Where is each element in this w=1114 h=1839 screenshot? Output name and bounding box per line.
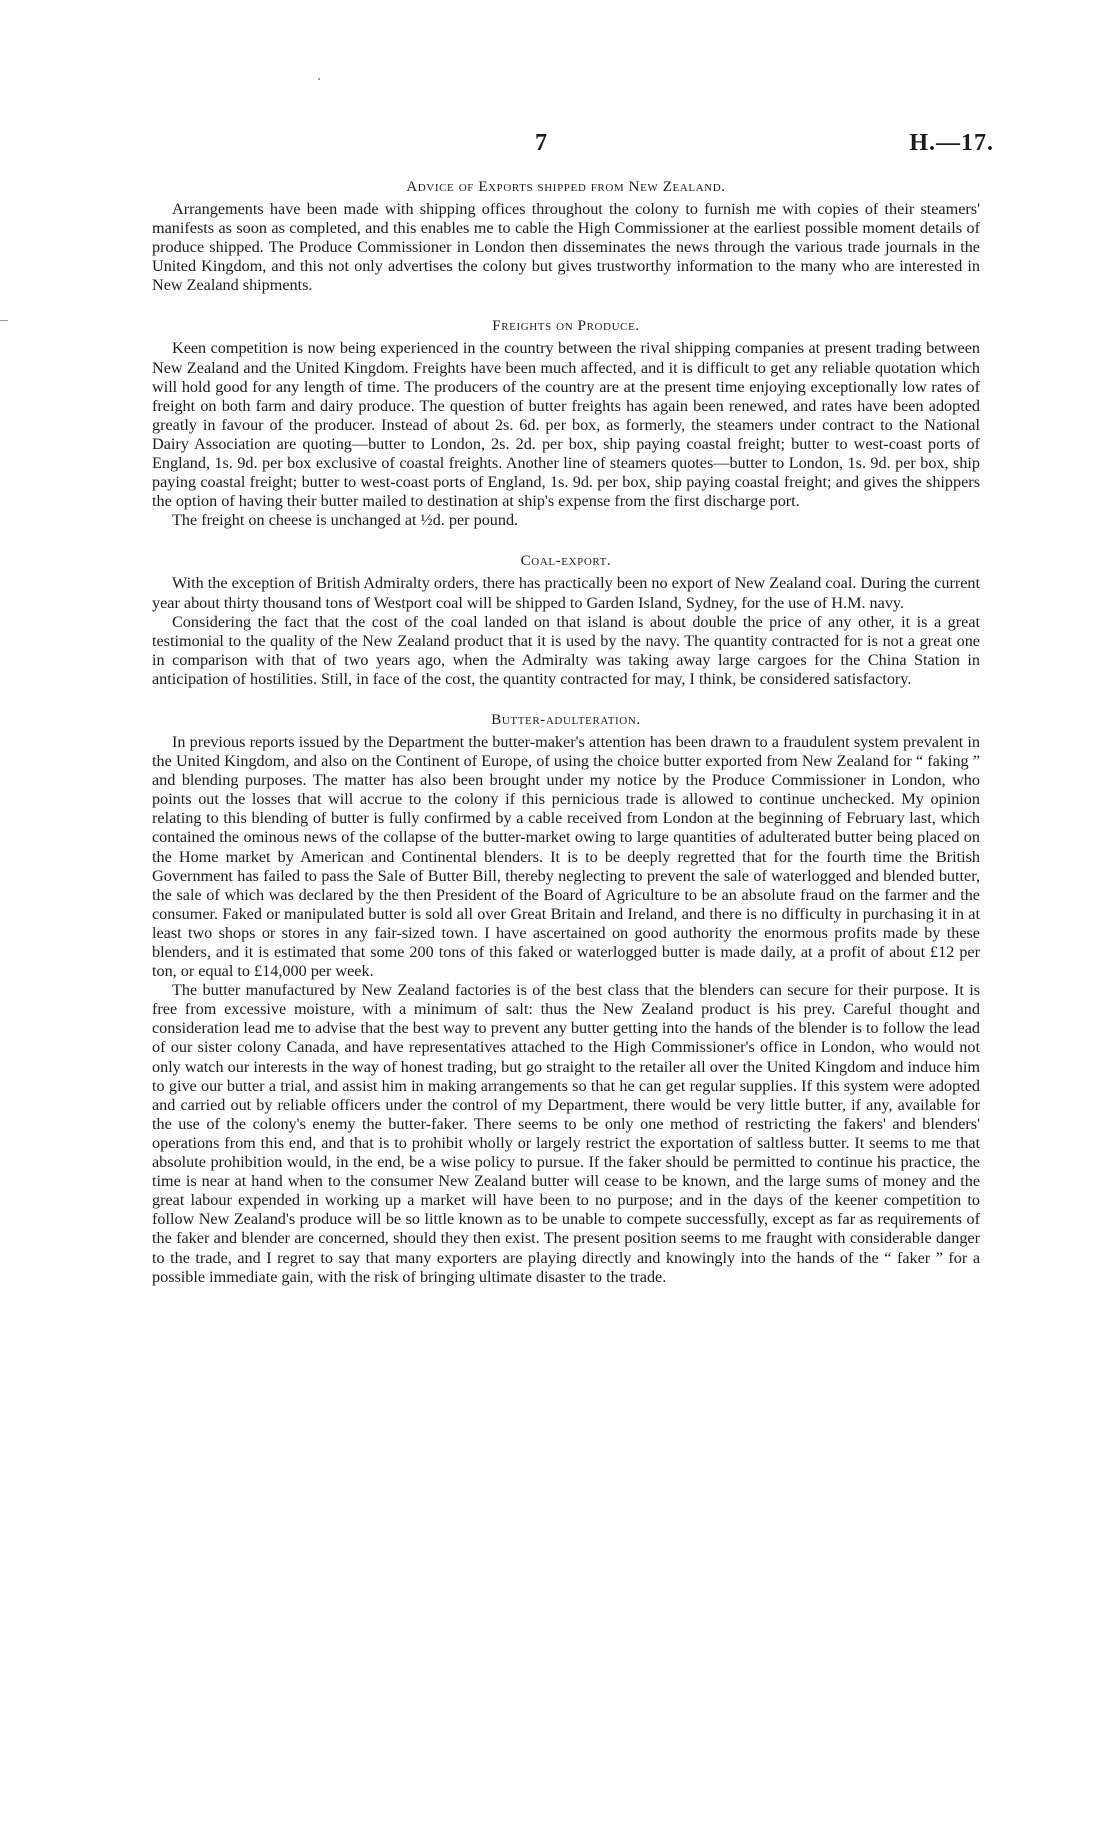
paragraph: With the exception of British Admiralty orders, there has practically been no export of New Zealand coal. During the current year about thirty thousand tons of Westport coal will be shipped to Garden Island, Sydney, for the use of H.M. navy. (152, 574, 980, 612)
margin-mark (0, 320, 8, 321)
paragraph: In previous reports issued by the Department the butter-maker's attention has been drawn to a fraudulent system prevalent in the United Kingdom, and also on the Continent of Europe, of using the choice butter exported from New Zealand for “ faking ” and blending purposes. The matter has also been brought under my notice by the Produce Commissioner in London, who points out the losses that will accrue to the colony if this pernicious trade is allowed to continue unchecked. My opinion relating to this blending of butter is fully confirmed by a cable received from London at the beginning of February last, which contained the ominous news of the collapse of the butter-market owing to large quantities of adulterated butter being placed on the Home market by American and Continental blenders. It is to be deeply regretted that for the fourth time the British Government has failed to pass the Sale of Butter Bill, thereby neglecting to prevent the sale of waterlogged and blended butter, the sale of which was declared by the then President of the Board of Agriculture to be an absolute fraud on the farmer and the consumer. Faked or manipulated butter is sold all over Great Britain and Ireland, and there is no difficulty in purchasing it in at least two shops or stores in any fair-sized town. I have ascertained on good authority the enormous profits made by these blenders, and it is estimated that some 200 tons of this faked or waterlogged butter is made daily, at a profit of about £12 per ton, or equal to £14,000 per week. (152, 732, 980, 981)
paragraph: Keen competition is now being experienced in the country between the rival shipping companies at present trading between New Zealand and the United Kingdom. Freights have been much affected, and it is difficult to get any reliable quotation which will hold good for any length of time. The producers of the country are at the present time enjoying exceptionally low rates of freight on both farm and dairy produce. The question of butter freights has again been renewed, and rates have been adopted greatly in favour of the producer. Instead of about 2s. 6d. per box, as formerly, the steamers under contract to the National Dairy Association are quoting—butter to London, 2s. 2d. per box, ship paying coastal freight; butter to west-coast ports of England, 1s. 9d. per box exclusive of coastal freights. Another line of steamers quotes—butter to London, 1s. 9d. per box, ship paying coastal freight; butter to west-coast ports of England, 1s. 9d. per box, ship paying coastal freight; and gives the shippers the option of having their butter mailed to destination at ship's expense from the first discharge port. (152, 339, 980, 511)
section-heading: Coal-export. (520, 553, 612, 570)
document-reference: H.—17. (909, 130, 994, 156)
paragraph: Arrangements have been made with shipping offices throughout the colony to furnish me with copies of their steamers' manifests as soon as completed, and this enables me to cable the High Commissioner at the earliest possible moment details of produce shipped. The Produce Commissioner in London then disseminates the news through the various trade journals in the United Kingdom, and this not only advertises the colony but gives trustworthy information to the many who are interested in New Zealand shipments. (152, 200, 980, 295)
page-body (152, 178, 980, 1309)
paragraph: The freight on cheese is unchanged at ½d. per pound. (172, 511, 519, 530)
section-heading: Freights on Produce. (492, 318, 640, 335)
margin-mark (318, 78, 320, 80)
paragraph: The butter manufactured by New Zealand factories is of the best class that the blenders can secure for their purpose. It is free from excessive moisture, with a minimum of salt: thus the New Zealand product is his prey. Careful thought and consideration lead me to advise that the best way to prevent any butter getting into the hands of the blender is to follow the lead of our sister colony Canada, and have representatives attached to the High Commissioner's office in London, who would not only watch our interests in the way of honest trading, but go straight to the retailer all over the United Kingdom and induce him to give our butter a trial, and assist him in making arrangements so that he can get regular supplies. If this system were adopted and carried out by reliable officers under the control of my Department, there would be very little butter, if any, available for the use of the colony's enemy the butter-faker. There seems to be only one method of restricting the fakers' and blenders' operations from this end, and that is to prohibit wholly or largely restrict the exportation of saltless butter. It seems to me that absolute prohibition would, in the end, be a wise policy to pursue. If the faker should be permitted to continue his practice, the time is near at hand when to the consumer New Zealand butter will cease to be known, and the large sums of money and the great labour expended in working up a market will have been to no purpose; and in the days of the keener competition to follow New Zealand's produce will be so little known as to be unable to compete successfully, except as far as requirements of the faker and blender are concerned, should they then exist. The present position seems to me fraught with considerable danger to the trade, and I regret to say that many exporters are playing directly and knowingly into the hands of the “ faker ” for a possible immediate gain, with the risk of bringing ultimate disaster to the trade. (152, 981, 980, 1286)
page-number: 7 (535, 130, 547, 156)
section-heading: Butter-adulteration. (491, 711, 641, 728)
section-coal-export (152, 552, 980, 689)
section-heading: Advice of Exports shipped from New Zealand. (406, 179, 726, 195)
section-butter-adulteration (152, 711, 980, 1287)
section-freights-on-produce (152, 317, 980, 530)
section-advice-of-exports (152, 178, 980, 295)
paragraph: Considering the fact that the cost of the coal landed on that island is about double the price of any other, it is a great testimonial to the quality of the New Zealand product that it is used by the navy. The quantity contracted for is not a great one in comparison with that of two years ago, when the Admiralty was taking away large cargoes for the China Station in anticipation of hostilities. Still, in face of the cost, the quantity contracted for may, I think, be considered satisfactory. (152, 612, 980, 688)
